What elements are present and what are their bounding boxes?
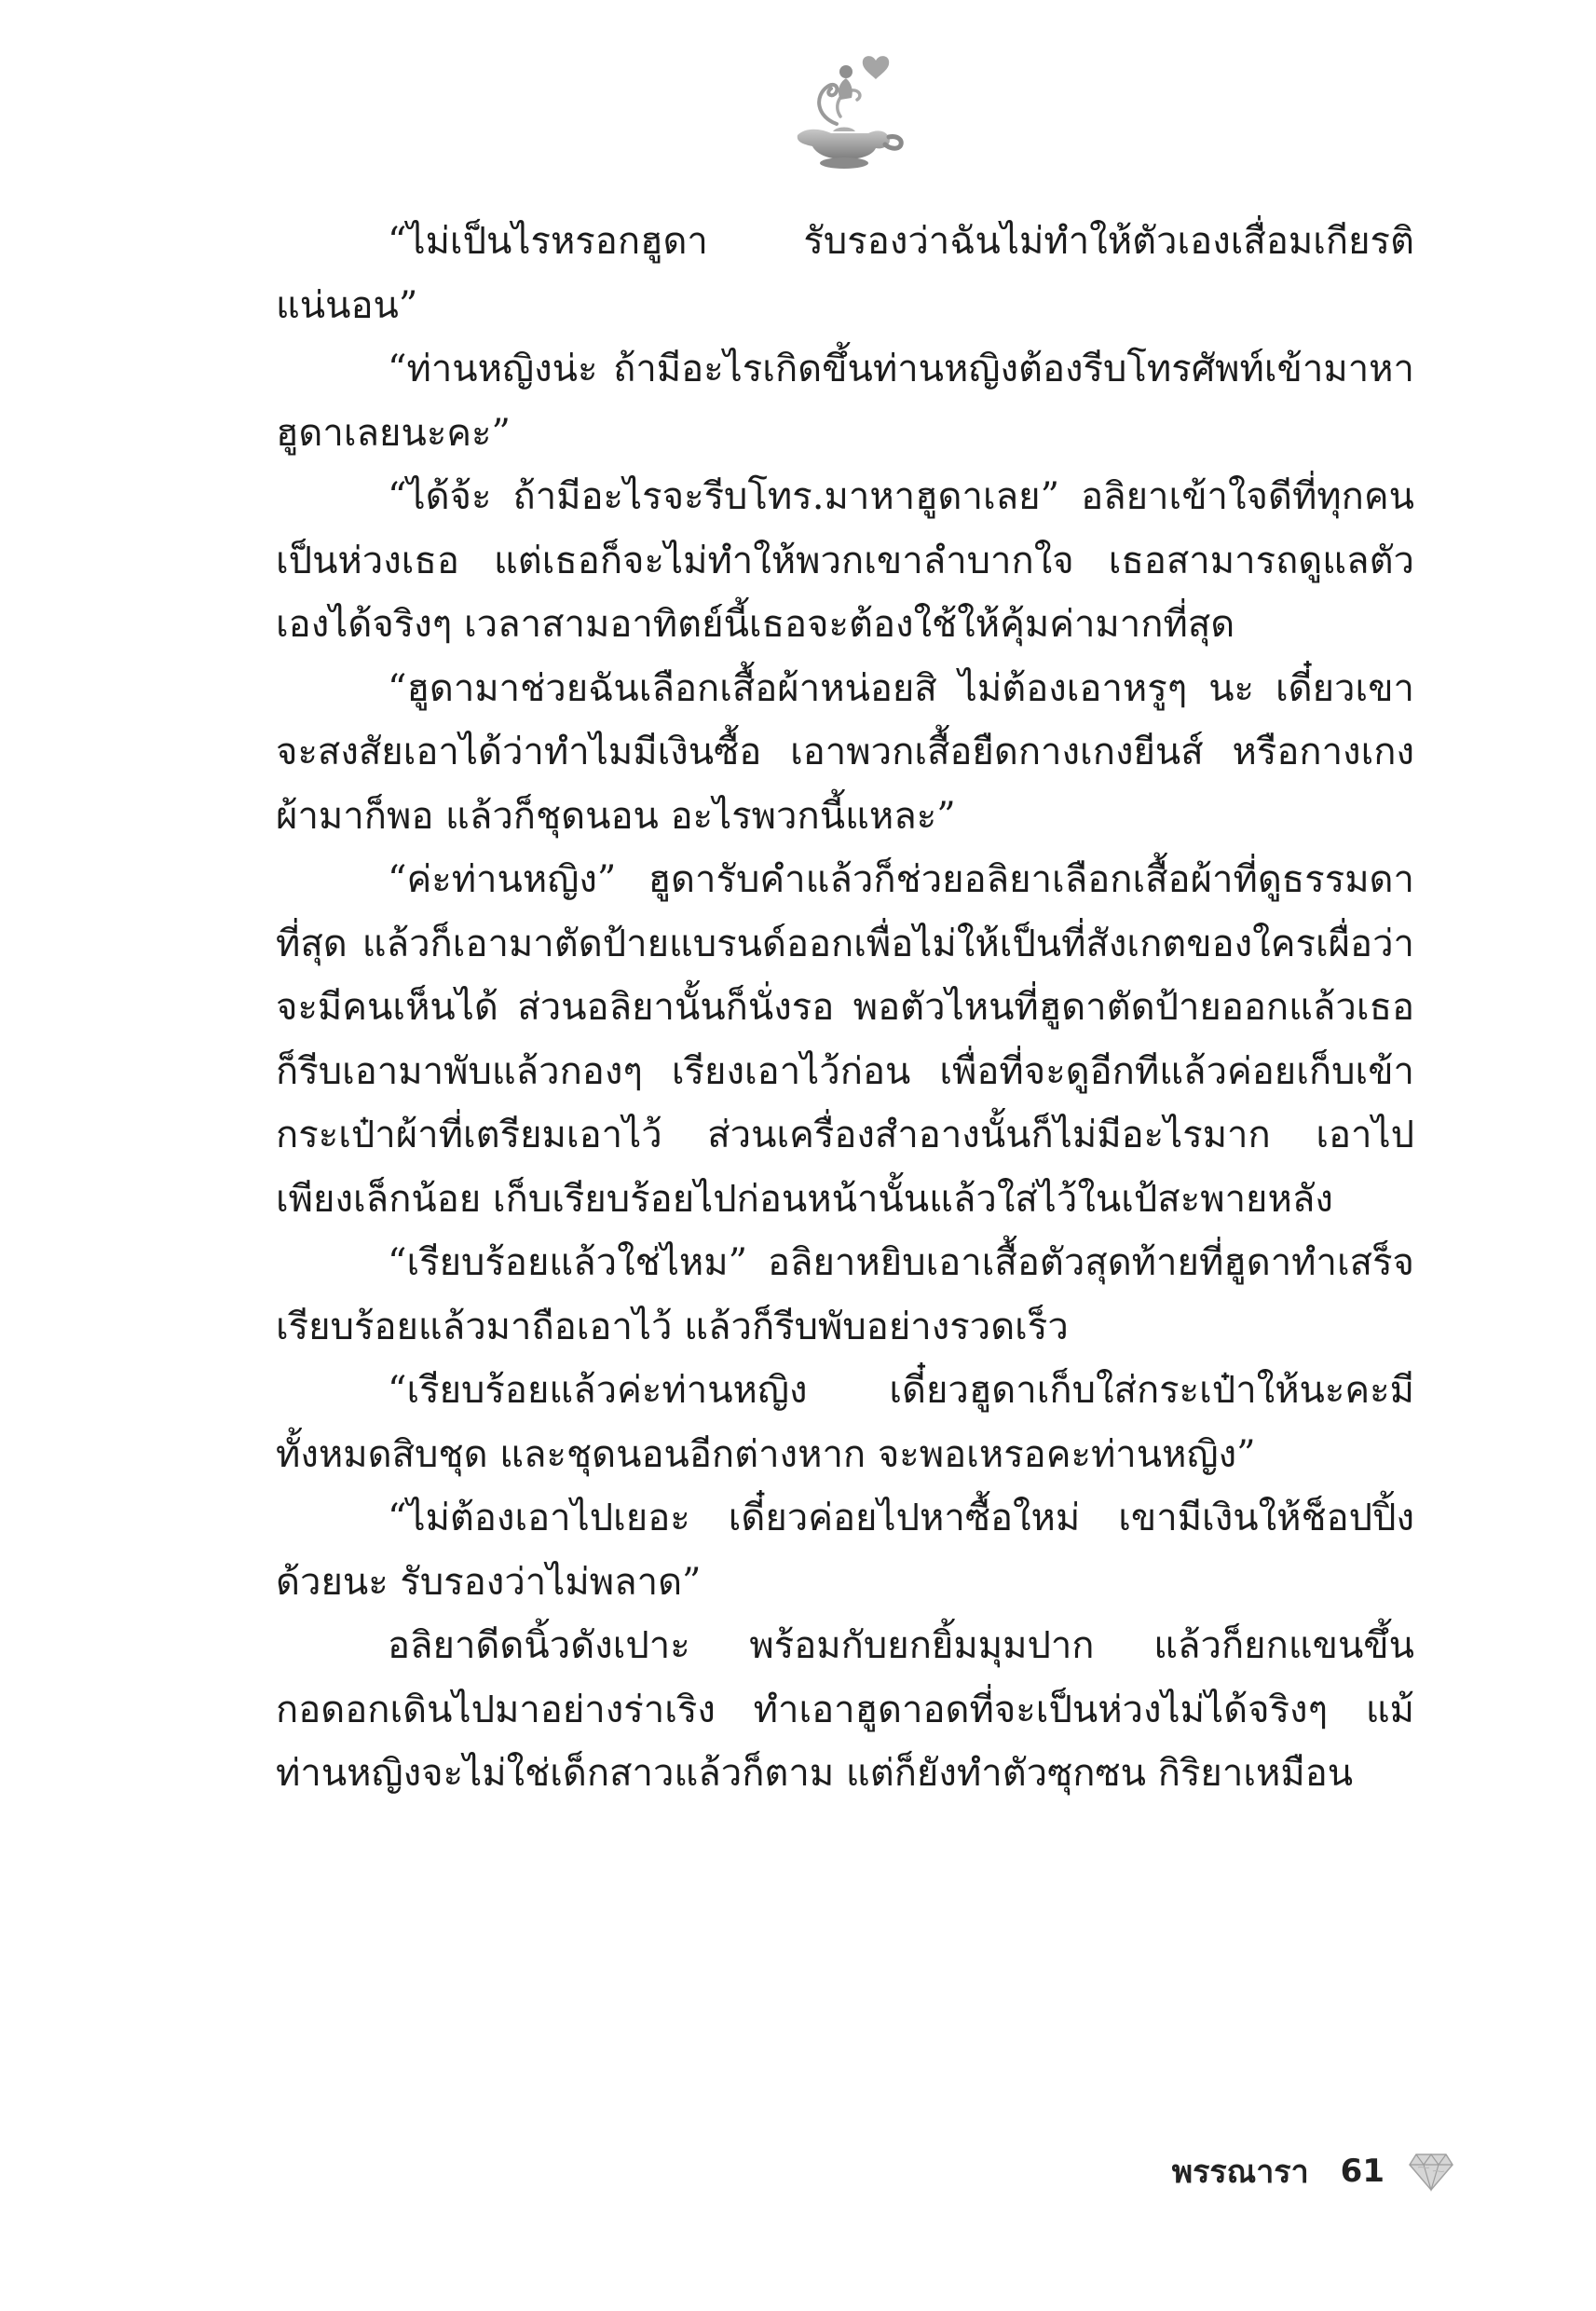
lamp-genie-ornament-icon — [779, 51, 909, 172]
paragraph-5: “ค่ะท่านหญิง” ฮูดารับคำแล้วก็ช่วยอลิยาเลือกเสื้อผ้าที่ดูธรรมดาที่สุด แล้วก็เอามาตัดป้ายแบรนด์ออกเพื่อไม่ให้เป็นที่สังเกตของใครเผื่อว่าจะมีคนเห็นได้ ส่วนอลิยานั้นก็นั่งรอ พอตัวไหนที่ฮูดาตัดป้ายออกแล้วเธอก็รีบเอามาพับแล้วกองๆ เรียงเอาไว้ก่อน เพื่อที่จะดูอีกทีแล้วค่อยเก็บเข้ากระเป๋าผ้าที่เตรียมเอาไว้ ส่วนเครื่องสำอางนั้นก็ไม่มีอะไรมาก เอาไปเพียงเล็กน้อย เก็บเรียบร้อยไปก่อนหน้านั้นแล้วใส่ไว้ในเป้สะพายหลัง — [276, 858, 1414, 1221]
paragraph-8: “ไม่ต้องเอาไปเยอะ เดี๋ยวค่อยไปหาซื้อใหม่ เขามีเงินให้ช็อปปิ้งด้วยนะ รับรองว่าไม่พลาด” — [276, 1497, 1414, 1604]
book-title: พรรณารา — [1171, 2154, 1309, 2191]
paragraph-1: “ไม่เป็นไรหรอกฮูดา รับรองว่าฉันไม่ทำให้ตัวเองเสื่อมเกียรติแน่นอน” — [276, 220, 1414, 327]
paragraph-3: “ได้จ้ะ ถ้ามีอะไรจะรีบโทร.มาหาฮูดาเลย” อลิยาเข้าใจดีที่ทุกคนเป็นห่วงเธอ แต่เธอก็จะไม่ทำให้พวกเขาลำบากใจ เธอสามารถดูแลตัวเองได้จริงๆ เวลาสามอาทิตย์นี้เธอจะต้องใช้ให้คุ้มค่ามากที่สุด — [276, 475, 1414, 646]
page-footer — [1099, 2143, 1453, 2199]
page-number: 61 — [1340, 2153, 1385, 2190]
paragraph-6: “เรียบร้อยแล้วใช่ไหม” อลิยาหยิบเอาเสื้อตัวสุดท้ายที่ฮูดาทำเสร็จเรียบร้อยแล้วมาถือเอาไว้ แล้วก็รีบพับอย่างรวดเร็ว — [276, 1241, 1414, 1348]
body-text — [276, 210, 1414, 1806]
paragraph-4: “ฮูดามาช่วยฉันเลือกเสื้อผ้าหน่อยสิ ไม่ต้องเอาหรูๆ นะ เดี๋ยวเขาจะสงสัยเอาได้ว่าทำไมมีเงินซื้อ เอาพวกเสื้อยืดกางเกงยีนส์ หรือกางเกงผ้ามาก็พอ แล้วก็ชุดนอน อะไรพวกนี้แหละ” — [276, 666, 1414, 838]
diamond-ornament-icon — [1409, 2151, 1453, 2192]
paragraph-9: อลิยาดีดนิ้วดังเปาะ พร้อมกับยกยิ้มมุมปาก แล้วก็ยกแขนขึ้นกอดอกเดินไปมาอย่างร่าเริง ทำเอาฮูดาอดที่จะเป็นห่วงไม่ได้จริงๆ แม้ท่านหญิงจะไม่ใช่เด็กสาวแล้วก็ตาม แต่ก็ยังทำตัวซุกซน กิริยาเหมือน — [276, 1624, 1414, 1795]
paragraph-2: “ท่านหญิงน่ะ ถ้ามีอะไรเกิดขึ้นท่านหญิงต้องรีบโทรศัพท์เข้ามาหาฮูดาเลยนะคะ” — [276, 348, 1414, 455]
paragraph-7: “เรียบร้อยแล้วค่ะท่านหญิง เดี๋ยวฮูดาเก็บใส่กระเป๋าให้นะคะมีทั้งหมดสิบชุด และชุดนอนอีกต่างหาก จะพอเหรอคะท่านหญิง” — [276, 1369, 1414, 1476]
